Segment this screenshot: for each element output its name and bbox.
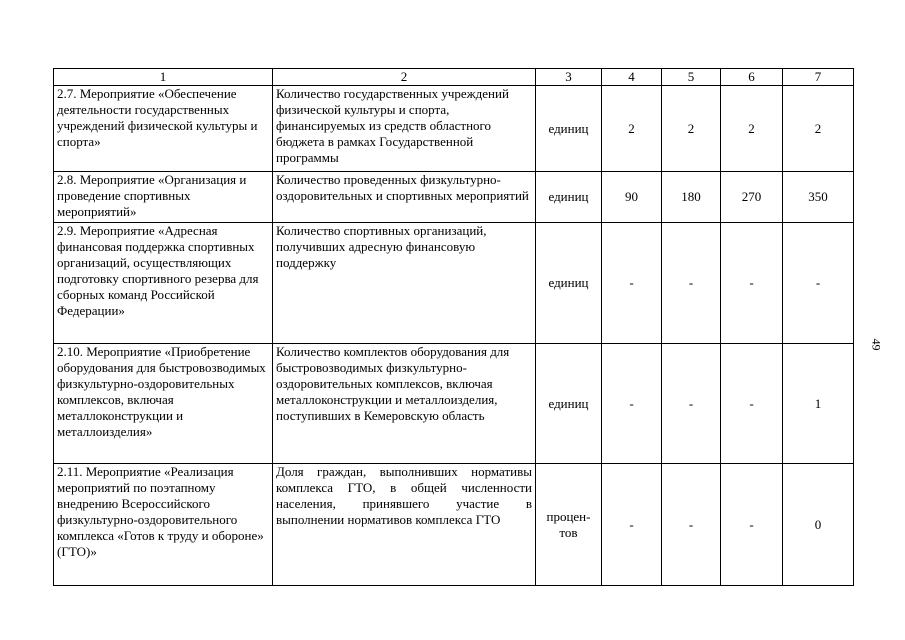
value-cell: 1 — [783, 344, 854, 464]
value-cell: 2 — [783, 86, 854, 172]
value-cell: - — [783, 223, 854, 344]
indicator-cell: Количество проведенных физкультурно-оздоровительных и спортивных мероприятий — [273, 172, 536, 223]
value-cell: - — [662, 223, 721, 344]
unit-cell: единиц — [536, 172, 602, 223]
value-cell: - — [721, 464, 783, 586]
unit-cell: единиц — [536, 223, 602, 344]
indicator-cell: Количество государственных учреждений физической культуры и спорта, финансируемых из средств областного бюджета в рамках Государственной программы — [273, 86, 536, 172]
table-row — [54, 223, 854, 344]
value-cell: 2 — [721, 86, 783, 172]
header-cell: 6 — [721, 69, 783, 86]
table-row — [54, 344, 854, 464]
value-cell: 2 — [602, 86, 662, 172]
value-cell: - — [662, 344, 721, 464]
indicators-table — [53, 68, 854, 586]
event-cell: 2.7. Мероприятие «Обеспечение деятельности государственных учреждений физической культуры и спорта» — [54, 86, 273, 172]
value-cell: 0 — [783, 464, 854, 586]
header-cell: 7 — [783, 69, 854, 86]
value-cell: 180 — [662, 172, 721, 223]
table-row — [54, 464, 854, 586]
page-number: 49 — [869, 338, 884, 351]
value-cell: - — [662, 464, 721, 586]
value-cell: - — [721, 223, 783, 344]
event-cell: 2.10. Мероприятие «Приобретение оборудования для быстровозводимых физкультурно-оздоровительных комплексов, включая металлоконструкции и металлоизделия» — [54, 344, 273, 464]
unit-cell: процен-тов — [536, 464, 602, 586]
header-cell: 4 — [602, 69, 662, 86]
value-cell: - — [602, 344, 662, 464]
table-row — [54, 172, 854, 223]
value-cell: 350 — [783, 172, 854, 223]
header-cell: 1 — [54, 69, 273, 86]
event-cell: 2.8. Мероприятие «Организация и проведение спортивных мероприятий» — [54, 172, 273, 223]
table-header-row — [54, 69, 854, 86]
value-cell: - — [721, 344, 783, 464]
indicator-cell: Доля граждан, выполнивших нормативы комплекса ГТО, в общей численности населения, принявшего участие в выполнении нормативов комплекса ГТО — [273, 464, 536, 586]
event-cell: 2.11. Мероприятие «Реализация мероприятий по поэтапному внедрению Всероссийского физкультурно-оздоровительного комплекса «Готов к труду и обороне» (ГТО)» — [54, 464, 273, 586]
table-row — [54, 86, 854, 172]
unit-cell: единиц — [536, 344, 602, 464]
indicator-cell: Количество спортивных организаций, получивших адресную финансовую поддержку — [273, 223, 536, 344]
event-cell: 2.9. Мероприятие «Адресная финансовая поддержка спортивных организаций, осуществляющих подготовку спортивного резерва для сборных команд Российской Федерации» — [54, 223, 273, 344]
value-cell: 270 — [721, 172, 783, 223]
unit-cell: единиц — [536, 86, 602, 172]
value-cell: - — [602, 223, 662, 344]
header-cell: 3 — [536, 69, 602, 86]
value-cell: - — [602, 464, 662, 586]
header-cell: 5 — [662, 69, 721, 86]
value-cell: 2 — [662, 86, 721, 172]
header-cell: 2 — [273, 69, 536, 86]
value-cell: 90 — [602, 172, 662, 223]
indicator-cell: Количество комплектов оборудования для быстровозводимых физкультурно-оздоровительных комплексов, включая металлоконструкции и металлоизделия, поступивших в Кемеровскую область — [273, 344, 536, 464]
